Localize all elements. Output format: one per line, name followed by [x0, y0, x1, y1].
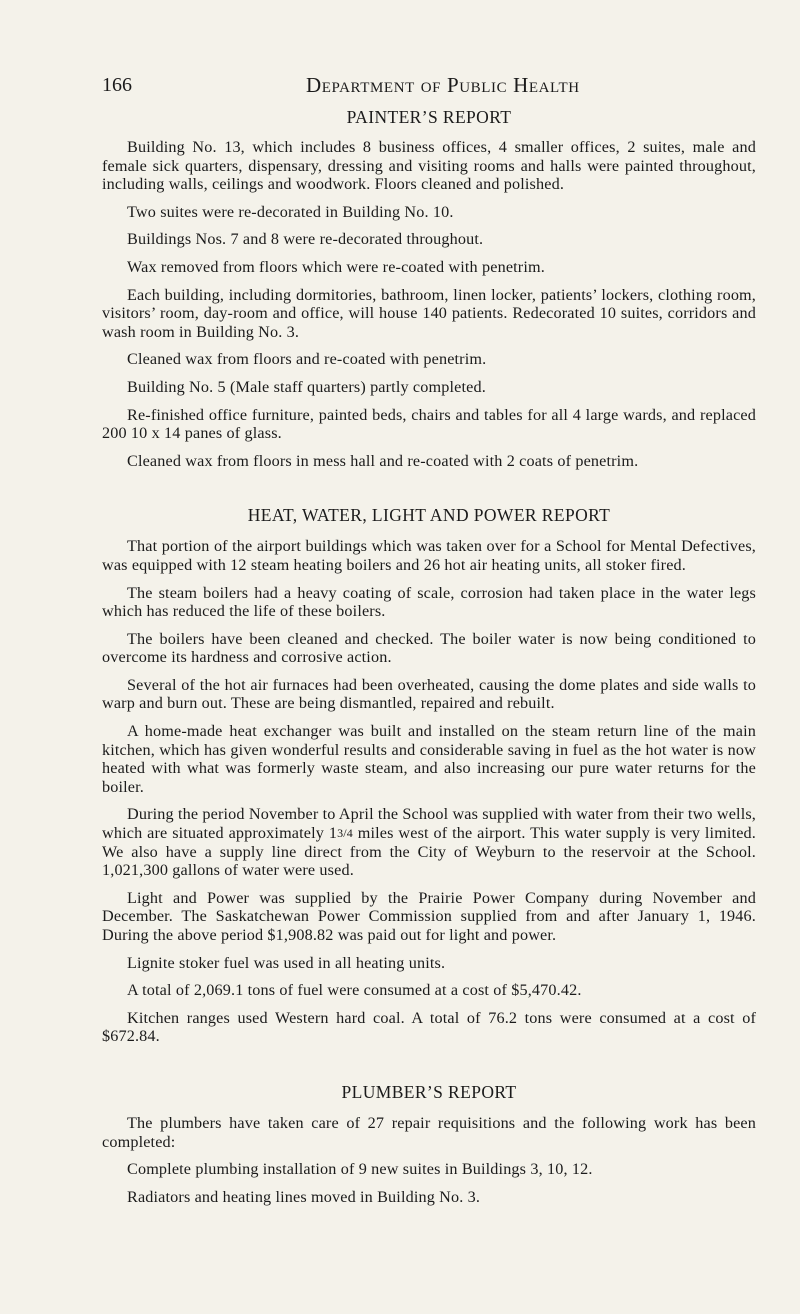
paragraph: Two suites were re-decorated in Building No. 10. [127, 202, 454, 221]
fraction: 3/4 [337, 826, 353, 841]
section-heading-plumber: PLUMBER’S REPORT [341, 1081, 517, 1102]
paragraph: Lignite stoker fuel was used in all heating units. [127, 953, 446, 972]
water-supply-paragraph [102, 805, 756, 879]
paragraph: Radiators and heating lines moved in Building No. 3. [127, 1187, 481, 1206]
paragraph: Cleaned wax from floors and re-coated with penetrim. [127, 350, 487, 369]
heat-water-light-power-report [102, 503, 756, 1046]
paragraph-text: miles west of the airport. This water supply is very limited. We also have a supply line direct from the City of Weyburn to the reservoir at the School. 1,021,300 gallons of water were used. [102, 824, 757, 880]
painters-report [102, 105, 756, 470]
paragraph: Complete plumbing installation of 9 new suites in Buildings 3, 10, 12. [127, 1160, 593, 1179]
paragraph: Re-finished office furniture, painted beds, chairs and tables for all 4 large wards, and replaced 200 10 x 14 panes of glass. [102, 405, 756, 443]
running-title: Department of Public Health [306, 73, 580, 97]
section-heading-painter: PAINTER’S REPORT [346, 107, 512, 127]
report-body [102, 105, 756, 1215]
paragraph: A home-made heat exchanger was built and installed on the steam return line of the main kitchen, which has given wonderful results and considerable saving in fuel as the hot water is now heated with what was formerly waste steam, and also increasing our pure water returns for the boiler. [102, 722, 756, 796]
paragraph: Buildings Nos. 7 and 8 were re-decorated throughout. [127, 230, 484, 249]
paragraph: Light and Power was supplied by the Prairie Power Company during November and December. The Saskatchewan Power Commission supplied from and after January 1, 1946. During the above period $1,908.82 was paid out for light and power. [102, 888, 756, 944]
paragraph: Kitchen ranges used Western hard coal. A total of 76.2 tons were consumed at a cost of $672.84. [102, 1008, 756, 1046]
page-number: 166 [102, 74, 132, 96]
paragraph: A total of 2,069.1 tons of fuel were consumed at a cost of $5,470.42. [127, 981, 582, 1000]
paragraph: That portion of the airport buildings which was taken over for a School for Mental Defectives, was equipped with 12 steam heating boilers and 26 hot air heating units, all stoker fired. [102, 537, 756, 574]
running-header [102, 73, 756, 97]
paragraph: Wax removed from floors which were re-coated with penetrim. [127, 257, 545, 276]
paragraph: Building No. 13, which includes 8 business offices, 4 smaller offices, 2 suites, male and female sick quarters, dispensary, dressing and visiting rooms and halls were painted throughout, including walls, ceilings and woodwork. Floors cleaned and polished. [102, 138, 756, 194]
paragraph: Each building, including dormitories, bathroom, linen locker, patients’ lockers, clothing room, visitors’ room, day-room and office, will house 140 patients. Redecorated 10 suites, corridors and wash room in Building No. 3. [102, 285, 756, 341]
paragraph: The plumbers have taken care of 27 repair requisitions and the following work has been completed: [102, 1113, 756, 1151]
paragraph-text: During the period November to April the School was supplied with water from their two wells, which are situated approximately 1 [102, 805, 756, 843]
paragraph: Building No. 5 (Male staff quarters) partly completed. [127, 377, 486, 396]
paragraph: Cleaned wax from floors in mess hall and re-coated with 2 coats of penetrim. [127, 451, 639, 470]
paragraph: The boilers have been cleaned and checked. The boiler water is now being conditioned to overcome its hardness and corrosive action. [102, 629, 756, 667]
plumbers-report [102, 1080, 756, 1206]
section-heading-heat: HEAT, WATER, LIGHT AND POWER REPORT [247, 505, 611, 526]
paragraph: Several of the hot air furnaces had been overheated, causing the dome plates and side walls to warp and burn out. These are being dismantled, repaired and rebuilt. [102, 675, 756, 713]
paragraph: The steam boilers had a heavy coating of scale, corrosion had taken place in the water legs which has reduced the life of these boilers. [102, 583, 756, 621]
